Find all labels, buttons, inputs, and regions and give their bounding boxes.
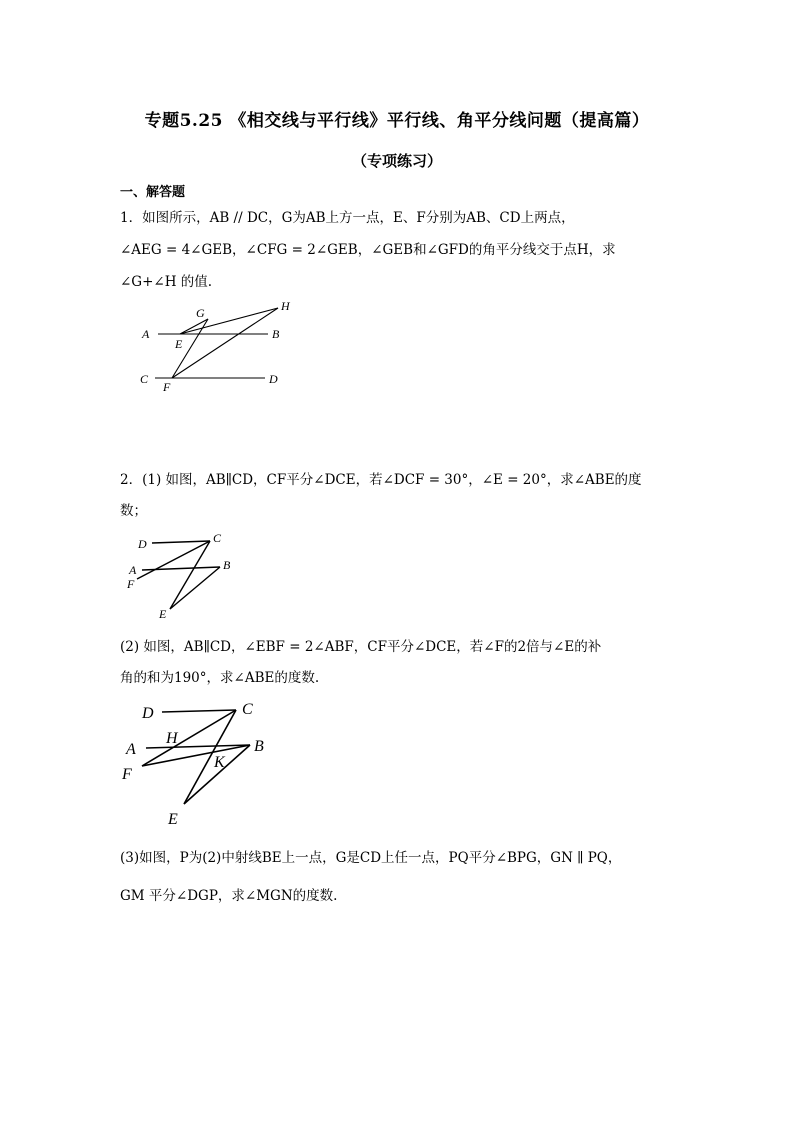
page-subtitle: （专项练习） bbox=[351, 152, 442, 170]
label-e: E bbox=[168, 811, 178, 828]
q2-part1-line-2: 数； bbox=[120, 503, 147, 519]
label-c: C bbox=[213, 531, 222, 545]
q2-part2-line-1: (2) 如图，AB∥CD，∠EBF = 2∠ABF，CF平分∠DCE，若∠F的2倍与∠E的补 bbox=[120, 639, 602, 655]
q1-text-line-2: ∠AEG = 4∠GEB，∠CFG = 2∠GEB，∠GEB和∠GFD的角平分线交于点H，求 bbox=[120, 242, 616, 258]
q2-part2-line-2: 角的和为190°，求∠ABE的度数. bbox=[120, 670, 320, 686]
q2-part3-line-1: (3)如图，P为(2)中射线BE上一点，G是CD上任一点，PQ平分∠BPG，GN ∥ PQ， bbox=[120, 850, 622, 866]
segment-fh bbox=[172, 308, 278, 378]
label-a: A bbox=[142, 327, 150, 341]
q1-figure bbox=[130, 295, 310, 395]
label-e: E bbox=[175, 337, 183, 351]
label-f: F bbox=[127, 577, 135, 591]
label-c: C bbox=[242, 701, 253, 718]
segment-be bbox=[170, 567, 220, 609]
q2-figure-2 bbox=[118, 696, 278, 831]
q2-part1-line-1: 2．(1) 如图，AB∥CD，CF平分∠DCE，若∠DCF = 30°，∠E = 20°，求∠ABE的度 bbox=[120, 472, 642, 488]
label-g: G bbox=[196, 306, 205, 320]
label-e: E bbox=[159, 607, 167, 621]
line-dc bbox=[152, 541, 210, 543]
label-a: A bbox=[129, 563, 137, 577]
label-k: K bbox=[214, 754, 225, 771]
label-d: D bbox=[269, 372, 278, 386]
label-a: A bbox=[126, 741, 136, 758]
line-dc bbox=[162, 710, 236, 712]
label-b: B bbox=[223, 558, 231, 572]
label-c: C bbox=[140, 372, 149, 386]
q2-figure-1 bbox=[122, 527, 242, 622]
label-f: F bbox=[163, 380, 171, 394]
q2-part3-line-2: GM 平分∠DGP，求∠MGN的度数. bbox=[120, 888, 338, 904]
page-title: 专题5.25 《相交线与平行线》平行线、角平分线问题（提高篇） bbox=[144, 111, 650, 131]
q1-text-line-3: ∠G+∠H 的值. bbox=[120, 274, 213, 290]
label-f: F bbox=[122, 766, 132, 783]
segment-eh bbox=[180, 308, 278, 334]
q1-text-line-1: 1．如图所示，AB // DC，G为AB上方一点，E、F分别为AB、CD上两点， bbox=[120, 210, 575, 226]
section-heading: 一、解答题 bbox=[120, 185, 186, 200]
label-b: B bbox=[254, 738, 264, 755]
label-b: B bbox=[272, 327, 280, 341]
label-h: H bbox=[166, 730, 178, 747]
label-d: D bbox=[138, 537, 147, 551]
label-h: H bbox=[281, 299, 290, 313]
label-d: D bbox=[142, 705, 154, 722]
